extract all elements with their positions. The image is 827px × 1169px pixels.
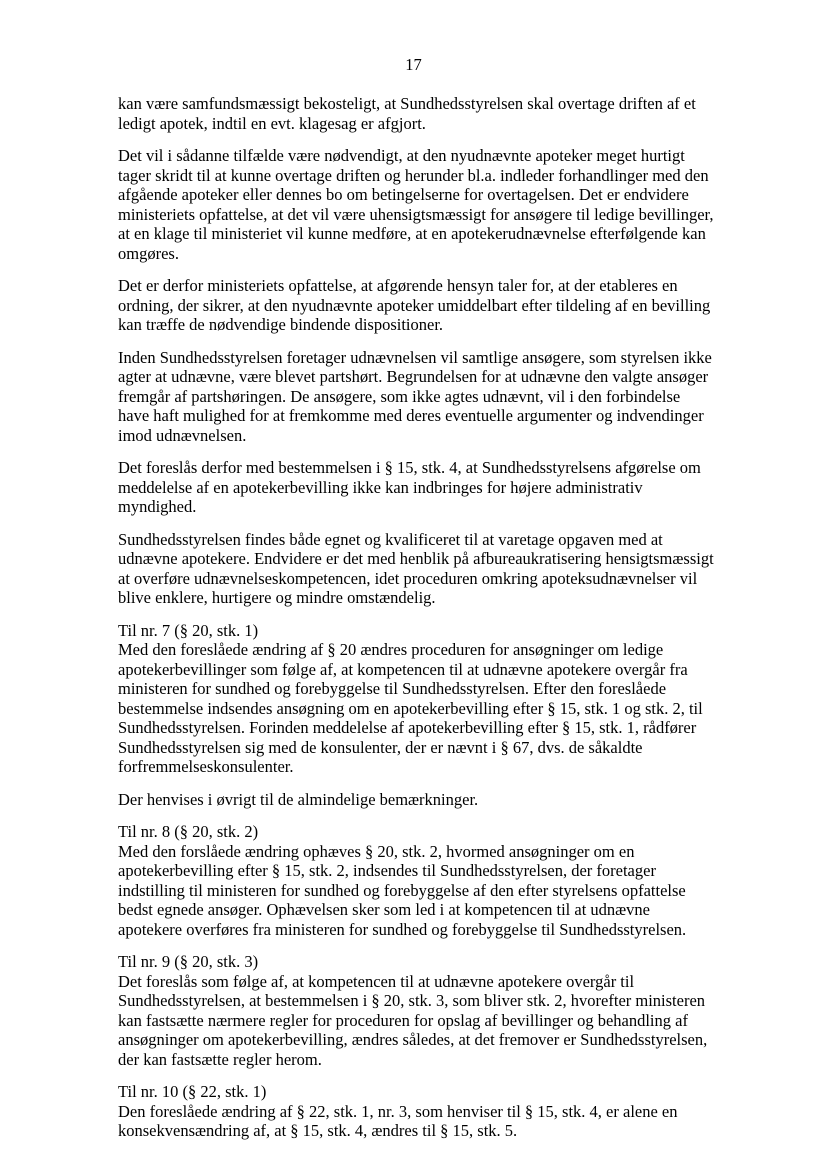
paragraph: Sundhedsstyrelsen findes både egnet og kvalificeret til at varetage opgaven med at udnævne apotekere. Endvidere er det med henblik på afbureaukratisering hensigtsmæssigt at overføre udnævnelseskompetencen, idet proceduren omkring apoteksudnævnelser vil blive enklere, hurtigere og mindre omstændelig. [118, 529, 714, 607]
section-til-nr-8 [118, 822, 714, 939]
section-body: Det foreslås som følge af, at kompetencen til at udnævne apotekere overgår til Sundhedsstyrelsen, at bestemmelsen i § 20, stk. 3, som bliver stk. 2, hvorefter ministeren kan fastsætte nærmere regler for proceduren for opslag af bevillinger og behandling af ansøgninger om apotekerbevilling, ændres således, at det fremover er Sundhedsstyrelsen, der kan fastsætte regler herom. [118, 971, 708, 1069]
section-til-nr-9 [118, 952, 714, 1069]
paragraph: kan være samfundsmæssigt bekosteligt, at Sundhedsstyrelsen skal overtage driften af et ledigt apotek, indtil en evt. klagesag er afgjort. [118, 94, 696, 133]
section-heading: Til nr. 10 (§ 22, stk. 1) [118, 1082, 267, 1101]
paragraph: Der henvises i øvrigt til de almindelige bemærkninger. [118, 789, 479, 809]
section-heading: Til nr. 7 (§ 20, stk. 1) [118, 620, 259, 640]
document-body [118, 94, 714, 1141]
section-til-nr-10 [118, 1082, 714, 1141]
section-heading: Til nr. 8 (§ 20, stk. 2) [118, 822, 259, 841]
paragraph: Inden Sundhedsstyrelsen foretager udnævnelsen vil samtlige ansøgere, som styrelsen ikke agter at udnævne, være blevet partshørt. Begrundelsen for at udnævne den valgte ansøger fremgår af partshøringen. De ansøgere, som ikke agtes udnævnt, vil i den forbindelse have haft mulighed for at fremkomme med deres eventuelle argumenter og indvendinger imod udnævnelsen. [118, 347, 712, 445]
paragraph: Det er derfor ministeriets opfattelse, at afgørende hensyn taler for, at der etableres en ordning, der sikrer, at den nyudnævnte apoteker umiddelbart efter tildeling af en bevilling kan træffe de nødvendige bindende dispositioner. [118, 276, 711, 334]
paragraph: Det vil i sådanne tilfælde være nødvendigt, at den nyudnævnte apoteker meget hurtigt tager skridt til at kunne overtage driften og herunder bl.a. indleder forhandlinger med den afgående apoteker eller dennes bo om betingelserne for overtagelsen. Det er endvidere ministeriets opfattelse, at det vil være uhensigtsmæssigt for ansøgere til ledige bevillinger, at en klage til ministeriet vil kunne medføre, at en apotekerudnævnelse efterfølgende kan omgøres. [118, 146, 714, 263]
page-number: 17 [405, 55, 422, 74]
section-body: Med den forslåede ændring ophæves § 20, stk. 2, hvormed ansøgninger om en apotekerbevilling efter § 15, stk. 2, indsendes til Sundhedsstyrelsen, der foretager indstilling til ministeren for sundhed og forebyggelse af den efter styrelsens opfattelse bedst egnede ansøger. Ophævelsen sker som led i at kompetencen til at udnævne apotekere overføres fra ministeren for sundhed og forebyggelse til Sundhedsstyrelsen. [118, 841, 687, 939]
section-heading: Til nr. 9 (§ 20, stk. 3) [118, 952, 259, 971]
paragraph: Det foreslås derfor med bestemmelsen i § 15, stk. 4, at Sundhedsstyrelsens afgørelse om meddelelse af en apotekerbevilling ikke kan indbringes for højere administrativ myndighed. [118, 458, 701, 516]
section-body: Med den foreslåede ændring af § 20 ændres proceduren for ansøgninger om ledige apotekerbevillinger som følge af, at kompetencen til at udnævne apotekere overgår fra ministeren for sundhed og forebyggelse til Sundhedsstyrelsen. Efter den foreslåede bestemmelse indsendes ansøgning om en apotekerbevilling efter § 15, stk. 1 og stk. 2, til Sundhedsstyrelsen. Forinden meddelelse af apotekerbevilling efter § 15, stk. 1, rådfører Sundhedsstyrelsen sig med de konsulenter, der er nævnt i § 67, dvs. de såkaldte forfremmelseskonsulenter. [118, 640, 703, 776]
section-body: Den foreslåede ændring af § 22, stk. 1, nr. 3, som henviser til § 15, stk. 4, er alene en konsekvensændring af, at § 15, stk. 4, ændres til § 15, stk. 5. [118, 1101, 678, 1140]
section-til-nr-7 [118, 621, 714, 777]
